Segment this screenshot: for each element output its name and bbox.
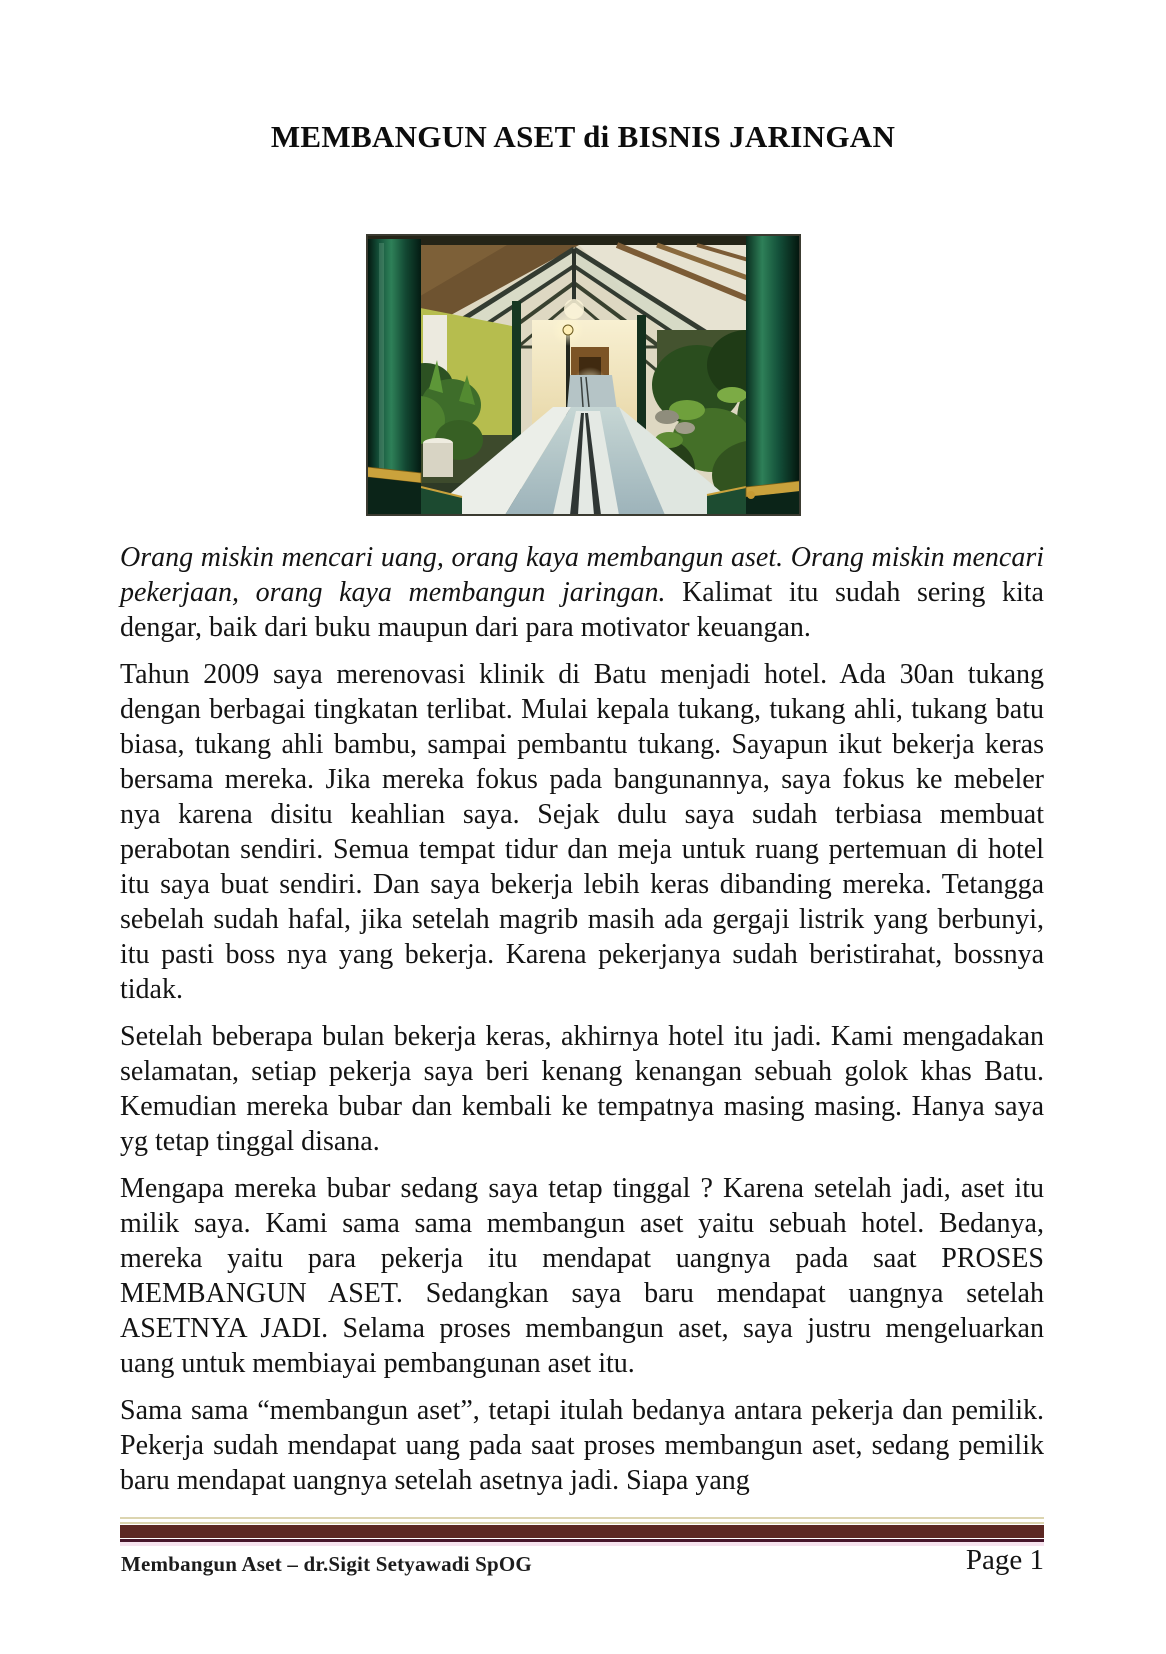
body-text bbox=[120, 540, 1044, 1510]
paragraph-4 bbox=[120, 1171, 1044, 1381]
footer-divider-pink-line bbox=[120, 1542, 1044, 1546]
paragraph-4-text: Mengapa mereka bubar sedang saya tetap tinggal ? Karena setelah jadi, aset itu milik saya. Kami sama sama membangun aset yaitu sebuah hotel. Bedanya, mereka yaitu para pekerja itu mendapat uangnya pada saat PROSES MEMBANGUN ASET. Sedangkan saya baru mendapat uangnya setelah ASETNYA JADI. Selama proses membangun aset, saya justru mengeluarkan uang untuk membiayai pembangunan aset itu. bbox=[120, 1173, 1044, 1379]
paragraph-5 bbox=[120, 1393, 1044, 1498]
footer-divider-maroon-bar bbox=[120, 1525, 1044, 1538]
paragraph-3 bbox=[120, 1019, 1044, 1159]
page-title: MEMBANGUN ASET di BISNIS JARINGAN bbox=[270, 119, 896, 154]
paragraph-1-text: Kalimat itu sudah sering kita dengar, baik dari buku maupun dari para motivator keuangan. bbox=[120, 577, 1044, 643]
footer-divider bbox=[120, 1517, 1044, 1546]
paragraph-2-text: Tahun 2009 saya merenovasi klinik di Batu menjadi hotel. Ada 30an tukang dengan berbagai tingkatan terlibat. Mulai kepala tukang, tukang ahli, tukang batu biasa, tukang ahli bambu, sampai pembantu tukang. Sayapun ikut bekerja keras bersama mereka. Jika mereka fokus pada bangunannya, saya fokus ke mebeler nya karena disitu keahlian saya. Sejak dulu saya sudah terbiasa membuat perabotan sendiri. Semua tempat tidur dan meja untuk ruang pertemuan di hotel itu saya buat sendiri. Dan saya bekerja lebih keras dibanding mereka. Tetangga sebelah sudah hafal, jika setelah magrib masih ada gergaji listrik yang berbunyi, itu pasti boss nya yang bekerja. Karena pekerjanya sudah beristirahat, bossnya tidak. bbox=[120, 659, 1044, 1005]
paragraph-3-text: Setelah beberapa bulan bekerja keras, akhirnya hotel itu jadi. Kami mengadakan selamatan, setiap pekerja saya beri kenang kenangan sebuah golok khas Batu. Kemudian mereka bubar dan kembali ke tempatnya masing masing. Hanya saya yg tetap tinggal disana. bbox=[120, 1021, 1044, 1157]
footer-page-number: Page 1 bbox=[965, 1544, 1044, 1576]
corridor-photo-drawing bbox=[367, 235, 800, 515]
paragraph-1-italic-lead: Orang miskin mencari uang, orang kaya membangun aset. Orang miskin mencari pekerjaan, orang kaya membangun jaringan. bbox=[120, 542, 1044, 608]
footer-document-label: Membangun Aset – dr.Sigit Setyawadi SpOG bbox=[121, 1552, 532, 1576]
paragraph-1 bbox=[120, 540, 1044, 645]
paragraph-2 bbox=[120, 657, 1044, 1007]
corridor-photo bbox=[367, 235, 800, 515]
paragraph-5-text: Sama sama “membangun aset”, tetapi itulah bedanya antara pekerja dan pemilik. Pekerja sudah mendapat uang pada saat proses membangun aset, sedang pemilik baru mendapat uangnya setelah asetnya jadi. Siapa yang bbox=[120, 1395, 1044, 1496]
